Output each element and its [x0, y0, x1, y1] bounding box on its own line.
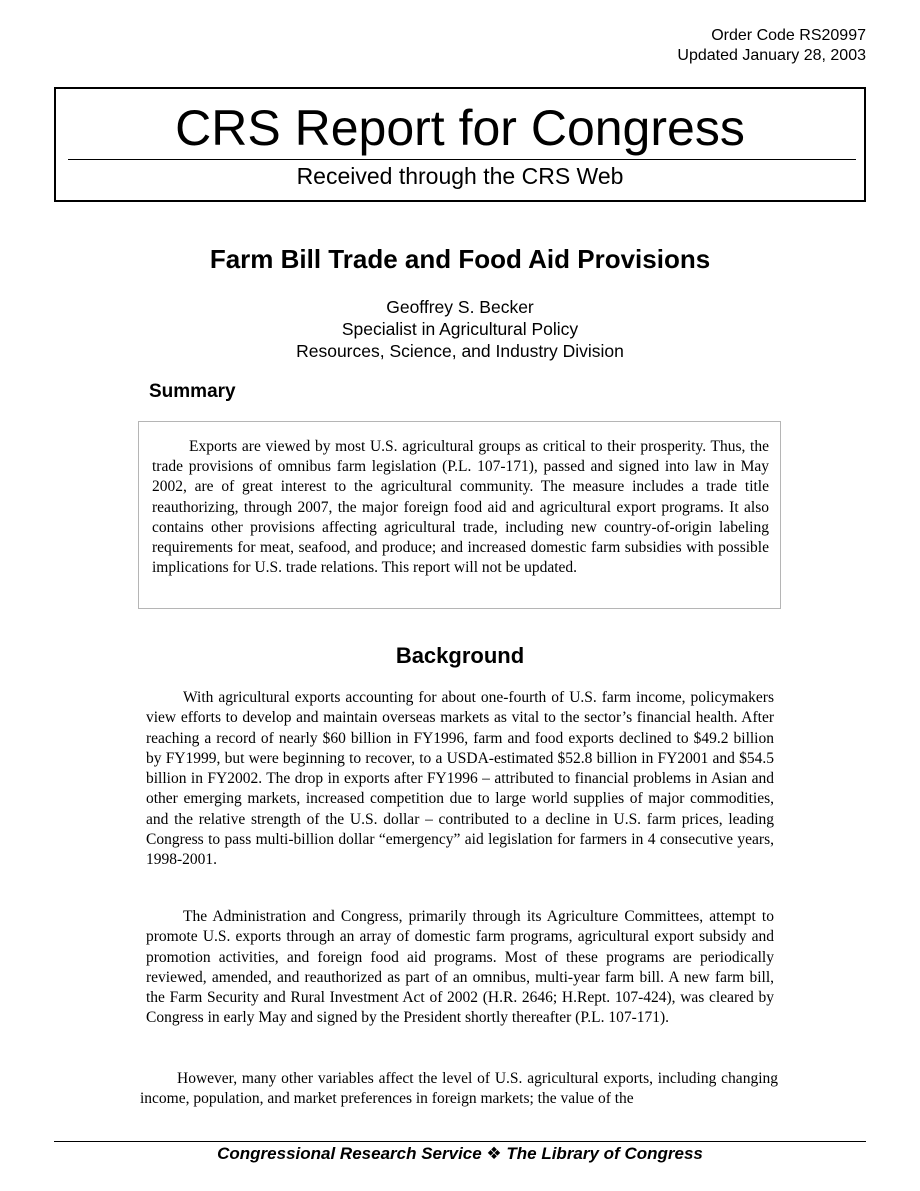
- updated-date: Updated January 28, 2003: [677, 47, 866, 64]
- author-name: Geoffrey S. Becker: [386, 297, 534, 317]
- author-title: Specialist in Agricultural Policy: [341, 319, 579, 339]
- report-banner: [54, 87, 866, 202]
- background-paragraph-1: With agricultural exports accounting for about one-fourth of U.S. farm income, policymakers view efforts to develop and maintain overseas markets as vital to the sector’s financial health. After reaching a record of nearly $60 billion in FY1996, farm and food exports declined to $49.2 billion by FY1999, but were beginning to recover, to a USDA-estimated $52.8 billion in FY2001 and $54.5 billion in FY2002. The drop in exports after FY1996 – attributed to financial problems in Asian and other emerging markets, increased competition due to large world supplies of major commodities, and the relative strength of the U.S. dollar – contributed to a decline in U.S. farm prices, leading Congress to pass multi-billion dollar “emergency” aid legislation for farmers in 4 consecutive years, 1998-2001.: [146, 689, 774, 869]
- background-paragraph-3: However, many other variables affect the level of U.S. agricultural exports, including changing income, population, and market preferences in foreign markets; the value of the: [140, 1070, 778, 1108]
- author-division: Resources, Science, and Industry Division: [296, 341, 624, 361]
- banner-subtitle: Received through the CRS Web: [296, 163, 624, 189]
- summary-heading: Summary: [149, 381, 236, 402]
- background-paragraph-2: The Administration and Congress, primarily through its Agriculture Committees, attempt to promote U.S. exports through an array of domestic farm programs, agricultural export subsidy and promotion activities, and foreign food aid programs. Most of these programs are periodically reviewed, amended, and reauthorized as part of an omnibus, multi-year farm bill. A new farm bill, the Farm Security and Rural Investment Act of 2002 (H.R. 2646; H.Rept. 107-424), was cleared by Congress in early May and signed by the President shortly thereafter (P.L. 107-171).: [146, 908, 774, 1027]
- banner-divider: [68, 159, 856, 160]
- banner-title: CRS Report for Congress: [175, 100, 745, 156]
- order-code: Order Code RS20997: [711, 27, 866, 44]
- footer-divider: [54, 1141, 866, 1142]
- footer-text: Congressional Research Service ❖ The Library of Congress: [217, 1144, 703, 1163]
- background-heading: Background: [395, 643, 525, 668]
- document-title: Farm Bill Trade and Food Aid Provisions: [209, 244, 711, 274]
- author-block: [0, 296, 920, 362]
- summary-box: [138, 421, 781, 609]
- order-info: [677, 26, 866, 66]
- summary-text: Exports are viewed by most U.S. agricultural groups as critical to their prosperity. Thus, the trade provisions of omnibus farm legislation (P.L. 107-171), passed and signed into law in May 2002, are of great interest to the agricultural community. The measure includes a trade title reauthorizing, through 2007, the major foreign food aid and agricultural export programs. It also contains other provisions affecting agricultural trade, including new country-of-origin labeling requirements for meat, seafood, and produce; and increased domestic farm subsidies with possible implications for U.S. trade relations. This report will not be updated.: [152, 438, 769, 577]
